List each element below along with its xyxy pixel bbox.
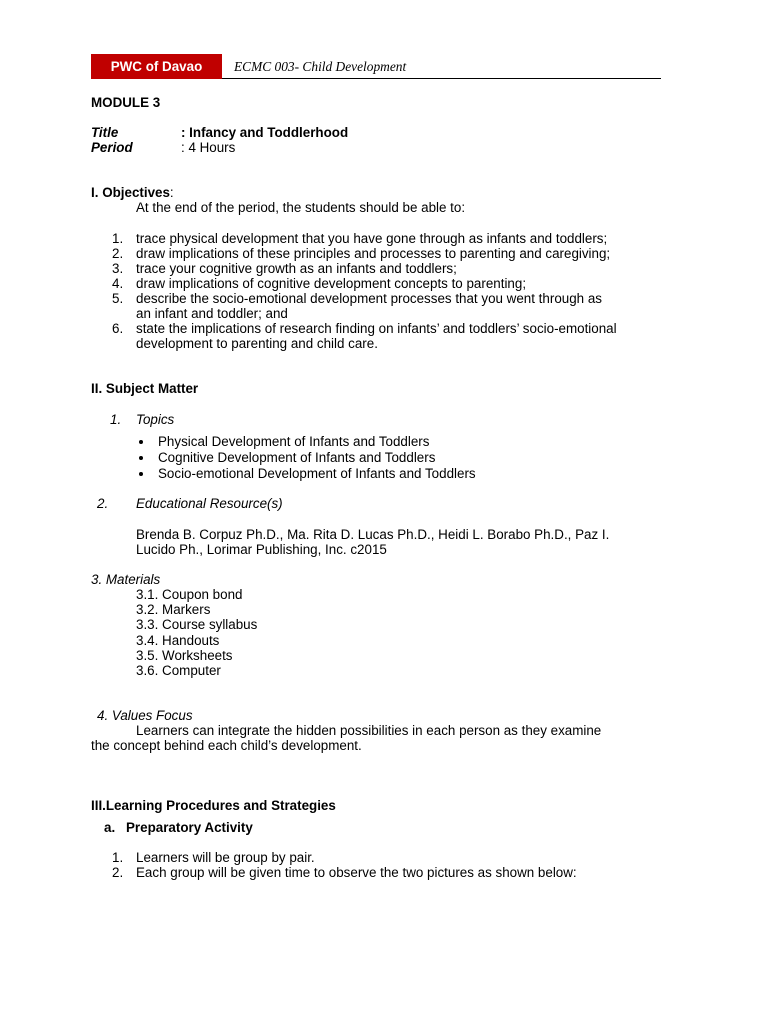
resources-line-2: Lucido Ph., Lorimar Publishing, Inc. c2015 <box>136 542 387 557</box>
period-value: : 4 Hours <box>181 140 236 155</box>
objective-item: trace physical development that you have gone through as infants and toddlers; <box>136 231 608 246</box>
bullet-icon <box>139 456 143 460</box>
procedures-heading: III.Learning Procedures and Strategies <box>91 798 336 813</box>
procedure-item: Learners will be group by pair. <box>136 850 315 865</box>
procedure-number: 1. <box>112 850 124 865</box>
objective-number: 1. <box>112 231 124 246</box>
header-rule <box>222 78 661 79</box>
material-item: 3.3. Course syllabus <box>136 617 258 633</box>
material-item: 3.6. Computer <box>136 663 221 678</box>
topic-item: Cognitive Development of Infants and Toddlers <box>158 450 436 465</box>
objective-item: an infant and toddler; and <box>136 306 288 321</box>
objectives-number: I. <box>91 185 99 200</box>
title-label: Title <box>91 125 119 140</box>
resources-number: 2. <box>97 496 109 511</box>
preparatory-number: a. <box>104 820 116 835</box>
objectives-colon: : <box>169 185 174 200</box>
objective-item: draw implications of cognitive development concepts to parenting; <box>136 276 527 291</box>
materials-label: 3. Materials <box>91 572 161 587</box>
resources-line-1: Brenda B. Corpuz Ph.D., Ma. Rita D. Lucas Ph.D., Heidi L. Borabo Ph.D., Paz I. <box>136 527 610 542</box>
objectives-intro: At the end of the period, the students should be able to: <box>136 200 466 215</box>
objective-number: 2. <box>112 246 124 261</box>
procedure-number: 2. <box>112 865 124 880</box>
values-focus-line-2: the concept behind each child’s development. <box>91 738 362 753</box>
topics-label: Topics <box>136 412 175 427</box>
material-item: 3.1. Coupon bond <box>136 587 243 602</box>
bullet-icon <box>139 440 143 444</box>
topic-item: Physical Development of Infants and Toddlers <box>158 434 430 449</box>
objective-number: 3. <box>112 261 124 276</box>
values-focus-line-1: Learners can integrate the hidden possibilities in each person as they examine <box>136 723 602 738</box>
objective-item: draw implications of these principles and processes to parenting and caregiving; <box>136 246 611 261</box>
material-item: 3.4. Handouts <box>136 632 220 648</box>
subject-matter-heading: II. Subject Matter <box>91 381 199 396</box>
course-title: ECMC 003- Child Development <box>234 59 407 74</box>
values-focus-label: 4. Values Focus <box>97 708 193 723</box>
topics-number: 1. <box>110 412 122 427</box>
title-value: : Infancy and Toddlerhood <box>181 125 349 140</box>
topic-item: Socio-emotional Development of Infants and Toddlers <box>158 466 476 481</box>
period-label: Period <box>91 140 133 155</box>
objectives-heading <box>91 185 174 201</box>
bullet-icon <box>139 472 143 476</box>
objective-item: development to parenting and child care. <box>136 336 378 351</box>
objective-number: 4. <box>112 276 124 291</box>
procedure-item: Each group will be given time to observe the two pictures as shown below: <box>136 865 577 880</box>
objective-item: state the implications of research finding on infants’ and toddlers’ socio-emotional <box>136 321 617 336</box>
material-item: 3.5. Worksheets <box>136 647 233 663</box>
objective-item: trace your cognitive growth as an infants and toddlers; <box>136 261 457 276</box>
module-heading: MODULE 3 <box>91 95 161 110</box>
resources-label: Educational Resource(s) <box>136 496 283 511</box>
material-item: 3.2. Markers <box>136 602 211 618</box>
objective-item: describe the socio-emotional development processes that you went through as <box>136 291 602 306</box>
objectives-label: Objectives <box>102 185 170 200</box>
objective-number: 5. <box>112 291 124 306</box>
preparatory-label: Preparatory Activity <box>126 820 253 835</box>
school-badge: PWC of Davao <box>91 54 222 79</box>
objective-number: 6. <box>112 321 124 336</box>
